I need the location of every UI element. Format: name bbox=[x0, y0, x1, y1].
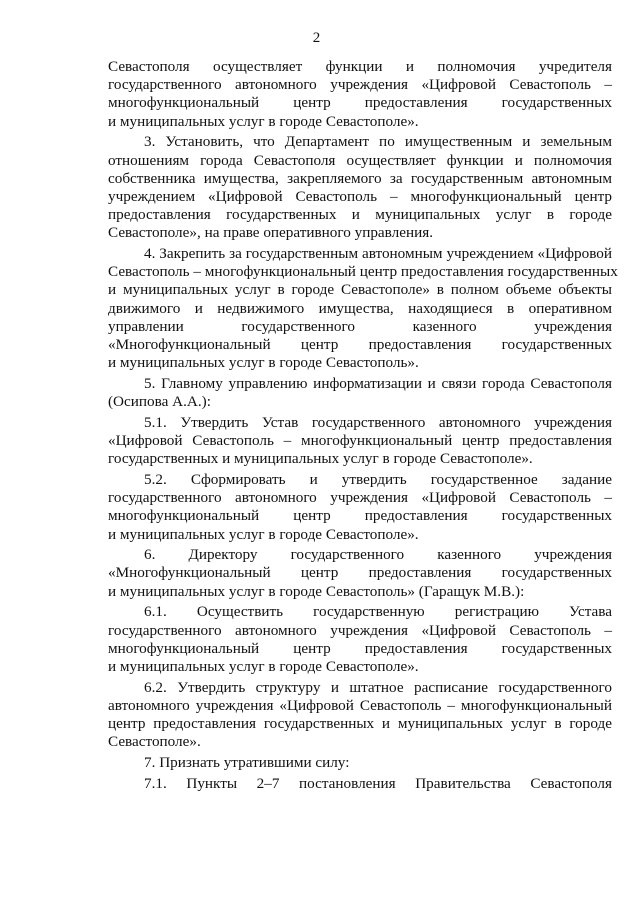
text-line: «Многофункциональный центр предоставления государственных bbox=[108, 336, 612, 354]
text-line: многофункциональный центр предоставления государственных bbox=[108, 507, 612, 525]
text-line: автономного учреждения «Цифровой Севастополь – многофункциональный bbox=[108, 696, 612, 714]
text-line: центр предоставления государственных и муниципальных услуг в городе bbox=[108, 715, 612, 733]
text-line: отношениям города Севастополя осуществляет функции и полномочия bbox=[108, 151, 612, 169]
paragraph-p3 bbox=[108, 133, 612, 242]
paragraph-p4 bbox=[108, 245, 618, 372]
text-line: (Осипова А.А.): bbox=[108, 393, 211, 411]
paragraph-p5-1 bbox=[108, 414, 612, 469]
text-line: 4. Закрепить за государственным автономным учреждением «Цифровой bbox=[144, 245, 612, 263]
text-line: 6.2. Утвердить структуру и штатное расписание государственного bbox=[144, 678, 612, 696]
paragraph-p6 bbox=[108, 546, 612, 601]
text-line: 5.1. Утвердить Устав государственного автономного учреждения bbox=[144, 413, 612, 431]
text-line: 7. Признать утратившими силу: bbox=[144, 754, 350, 772]
text-line: многофункциональный центр предоставления государственных bbox=[108, 94, 612, 112]
text-line: и муниципальных услуг в городе Севастополь» (Гаращук М.В.): bbox=[108, 582, 525, 600]
text-line: многофункциональный центр предоставления государственных bbox=[108, 639, 612, 657]
paragraph-p7-1 bbox=[108, 775, 612, 793]
page-number: 2 bbox=[312, 30, 321, 46]
text-line: 5. Главному управлению информатизации и связи города Севастополя bbox=[144, 374, 612, 392]
text-line: Севастополь – многофункциональный центр предоставления государственных bbox=[108, 263, 618, 281]
text-line: государственного автономного учреждения «Цифровой Севастополь – bbox=[108, 489, 612, 507]
text-line: и муниципальных услуг в городе Севастополе». bbox=[108, 112, 419, 130]
text-line: 6.1. Осуществить государственную регистрацию Устава bbox=[144, 603, 612, 621]
paragraph-p0 bbox=[108, 58, 612, 131]
text-line: Севастополе», на праве оперативного управления. bbox=[108, 224, 434, 242]
text-line: «Многофункциональный центр предоставления государственных bbox=[108, 564, 612, 582]
text-line: 3. Установить, что Департамент по имущественным и земельным bbox=[144, 133, 612, 151]
paragraph-p5 bbox=[108, 375, 612, 411]
text-line: и муниципальных услуг в городе Севастополе». bbox=[108, 525, 419, 543]
paragraph-p6-1 bbox=[108, 603, 612, 676]
text-line: собственника имущества, закрепляемого за государственным автономным bbox=[108, 169, 612, 187]
document-body bbox=[108, 58, 618, 795]
paragraph-p7 bbox=[108, 754, 612, 772]
text-line: Севастополе». bbox=[108, 733, 201, 751]
text-line: Севастополя осуществляет функции и полномочия учредителя bbox=[108, 58, 612, 75]
text-line: предоставления государственных и муниципальных услуг в городе bbox=[108, 206, 612, 224]
text-line: учреждением «Цифровой Севастополь – многофункциональный центр bbox=[108, 187, 612, 205]
text-line: и муниципальных услуг в городе Севастополе» в полном объеме объекты bbox=[108, 281, 612, 299]
paragraph-p6-2 bbox=[108, 679, 612, 752]
text-line: 5.2. Сформировать и утвердить государственное задание bbox=[144, 470, 612, 488]
text-line: движимого и недвижимого имущества, находящиеся в оперативном bbox=[108, 299, 612, 317]
text-line: управлении государственного казенного учреждения bbox=[108, 317, 612, 335]
text-line: и муниципальных услуг в городе Севастополь». bbox=[108, 354, 419, 372]
text-line: государственного автономного учреждения «Цифровой Севастополь – bbox=[108, 621, 612, 639]
paragraph-p5-2 bbox=[108, 471, 612, 544]
text-line: и муниципальных услуг в городе Севастополе». bbox=[108, 658, 419, 675]
text-line: государственных и муниципальных услуг в городе Севастополе». bbox=[108, 450, 533, 468]
text-line: государственного автономного учреждения «Цифровой Севастополь – bbox=[108, 76, 612, 94]
text-line: 7.1. Пункты 2–7 постановления Правительства Севастополя bbox=[144, 774, 612, 792]
text-line: 6. Директору государственного казенного учреждения bbox=[144, 546, 612, 564]
text-line: «Цифровой Севастополь – многофункциональный центр предоставления bbox=[108, 432, 612, 450]
